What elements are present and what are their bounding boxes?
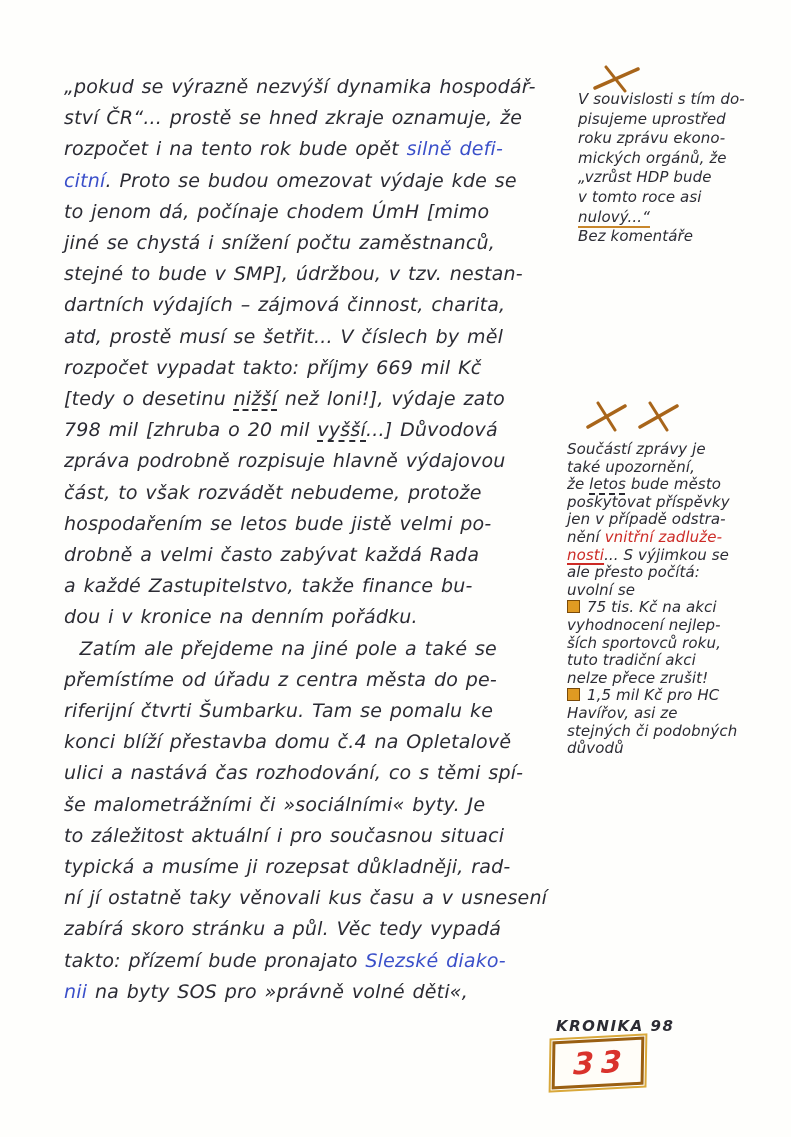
text-segment: nelze přece zrušit!: [567, 668, 709, 687]
text-line: [64, 478, 569, 509]
text-segment: poskytovat příspěvky: [567, 492, 730, 511]
text-segment: nii: [64, 980, 88, 1003]
text-segment: nulový...“: [578, 207, 651, 226]
text-segment: rozpočet i na tento rok bude opět: [64, 138, 407, 161]
text-line: [64, 259, 569, 290]
text-segment: mických orgánů, že: [578, 148, 727, 167]
text-line: [64, 852, 569, 883]
text-segment: přemístíme od úřadu z centra města do pe-: [64, 668, 497, 691]
text-line: [64, 977, 569, 1008]
text-segment: a každé Zastupitelstvo, takže finance bu-: [64, 575, 473, 598]
double-x-marks: [585, 399, 681, 437]
x-mark-icon: [585, 399, 629, 437]
text-segment: atd, prostě musí se šetřit... V číslech by měl: [64, 325, 504, 348]
text-line: [64, 103, 569, 134]
text-line: [578, 168, 783, 188]
text-line: [567, 564, 785, 582]
text-line: [578, 90, 783, 110]
text-line: [64, 509, 569, 540]
text-segment: . Proto se budou omezovat výdaje kde se: [105, 169, 517, 192]
text-segment: nižší: [233, 388, 278, 411]
text-line: [64, 197, 569, 228]
text-line: [64, 571, 569, 602]
text-segment: uvolní se: [567, 580, 636, 599]
text-segment: drobně a velmi často zabývat každá Rada: [64, 544, 480, 567]
text-line: [64, 790, 569, 821]
text-segment: důvodů: [567, 739, 624, 758]
margin-note-contributions: [567, 441, 785, 758]
text-line: [64, 883, 569, 914]
text-segment: silně defi-: [406, 138, 504, 161]
text-line: [64, 134, 569, 165]
x-mark-icon: [637, 399, 681, 437]
text-segment: ale přesto počítá:: [567, 563, 700, 582]
text-segment: letos: [589, 475, 626, 494]
text-segment: citní: [64, 169, 106, 192]
text-line: [567, 635, 785, 653]
text-line: [567, 723, 785, 741]
text-segment: vyšší: [317, 419, 366, 442]
text-segment: typická a musíme ji rozepsat důkladněji, rad-: [64, 856, 511, 879]
text-line: [567, 547, 785, 565]
text-line: [567, 494, 785, 512]
text-line: [578, 188, 783, 208]
text-segment: také upozornění,: [567, 457, 695, 476]
text-segment: ní jí ostatně taky věnovali kus času a v usnesení: [64, 887, 548, 910]
text-line: [64, 946, 569, 977]
text-line: [64, 353, 569, 384]
text-segment: ...] Důvodová: [366, 419, 498, 442]
text-segment: takto: přízemí bude pronajato: [64, 949, 366, 972]
text-segment: „pokud se výrazně nezvýší dynamika hospodář-: [64, 76, 536, 98]
text-line: [567, 617, 785, 635]
text-line: [567, 599, 785, 617]
text-line: [567, 529, 785, 547]
text-line: [64, 665, 569, 696]
text-segment: Havířov, asi ze: [567, 703, 678, 722]
margin-note-economy: [578, 90, 783, 247]
text-line: [64, 634, 569, 665]
text-line: [578, 149, 783, 169]
text-segment: Bez komentáře: [578, 227, 694, 246]
text-line: [64, 914, 569, 945]
text-segment: Zatím ale přejdeme na jiné pole a také se: [64, 637, 497, 660]
text-segment: že: [567, 475, 590, 494]
text-segment: na byty SOS pro »právně volné děti«,: [87, 980, 468, 1003]
text-line: [64, 696, 569, 727]
text-segment: vyhodnocení nejlep-: [567, 615, 721, 634]
text-segment: [tedy o desetinu: [64, 388, 234, 411]
text-line: [64, 446, 569, 477]
text-segment: rozpočet vypadat takto: příjmy 669 mil Kč: [64, 356, 482, 379]
text-line: [578, 129, 783, 149]
text-segment: ství ČR“... prostě se hned zkraje oznamuje, že: [64, 107, 523, 130]
text-segment: nění: [567, 527, 605, 546]
page-number: 33: [572, 1043, 630, 1082]
text-segment: zpráva podrobně rozpisuje hlavně výdajovou: [64, 450, 506, 473]
text-segment: ších sportovců roku,: [567, 633, 721, 652]
text-segment: riferijní čtvrti Šumbarku. Tam se pomalu ke: [64, 700, 494, 723]
text-line: [567, 652, 785, 670]
bullet-square-icon: [567, 600, 580, 613]
text-line: [64, 72, 569, 103]
text-segment: nosti: [567, 545, 605, 564]
text-segment: hospodařením se letos bude jistě velmi po-: [64, 512, 492, 535]
text-segment: pisujeme uprostřed: [578, 109, 726, 128]
text-segment: Součástí zprávy je: [567, 440, 706, 458]
text-line: [64, 384, 569, 415]
text-line: [64, 290, 569, 321]
text-segment: tuto tradiční akci: [567, 651, 696, 670]
text-line: [64, 415, 569, 446]
text-segment: 798 mil [zhruba o 20 mil: [64, 419, 318, 442]
text-segment: Slezské diako-: [365, 949, 506, 972]
text-segment: stejné to bude v SMP], údržbou, v tzv. nestan-: [64, 263, 523, 286]
text-line: [578, 110, 783, 130]
text-segment: stejných či podobných: [567, 721, 738, 740]
text-segment: v tomto roce asi: [578, 187, 702, 206]
text-line: [567, 459, 785, 477]
text-line: [567, 441, 785, 459]
bullet-square-icon: [567, 688, 580, 701]
text-segment: „vzrůst HDP bude: [578, 168, 712, 187]
main-text-block: [64, 72, 569, 1008]
text-segment: V souvislosti s tím do-: [578, 90, 745, 108]
text-segment: še malometrážními či »sociálními« byty. Je: [64, 793, 486, 816]
text-segment: to záležitost aktuální i pro současnou situaci: [64, 824, 505, 847]
text-segment: vnitřní zadluže-: [604, 527, 723, 546]
text-line: [64, 602, 569, 633]
text-line: [567, 511, 785, 529]
text-line: [64, 821, 569, 852]
text-line: [64, 727, 569, 758]
text-line: [64, 540, 569, 571]
text-line: [567, 476, 785, 494]
text-segment: jiné se chystá i snížení počtu zaměstnanců,: [64, 232, 495, 255]
text-segment: bude město: [625, 475, 722, 494]
text-line: [64, 166, 569, 197]
text-segment: jen v případě odstra-: [567, 510, 726, 529]
text-segment: část, to však rozvádět nebudeme, protože: [64, 481, 482, 504]
text-segment: roku zprávu ekono-: [578, 129, 726, 148]
kronika-label: KRONIKA 98: [556, 1017, 675, 1035]
text-segment: 1,5 mil Kč pro HC: [587, 686, 720, 705]
text-segment: zabírá skoro stránku a půl. Věc tedy vypadá: [64, 918, 502, 941]
text-line: [64, 322, 569, 353]
text-line: [567, 705, 785, 723]
text-segment: ... S výjimkou se: [604, 545, 730, 564]
text-segment: ulici a nastává čas rozhodování, co s těmi spí-: [64, 762, 524, 785]
text-line: [64, 228, 569, 259]
text-segment: to jenom dá, počínaje chodem ÚmH [mimo: [64, 200, 490, 223]
text-line: [567, 687, 785, 705]
text-segment: konci blíží přestavba domu č.4 na Opletalově: [64, 731, 512, 754]
text-segment: než loni!], výdaje zato: [277, 388, 505, 411]
text-line: [578, 227, 783, 247]
text-line: [578, 208, 783, 228]
text-segment: dou i v kronice na denním pořádku.: [64, 606, 418, 629]
text-line: [567, 670, 785, 688]
text-line: [567, 582, 785, 600]
text-line: [64, 758, 569, 789]
text-segment: dartních výdajích – zájmová činnost, charita,: [64, 294, 506, 317]
text-segment: 75 tis. Kč na akci: [587, 598, 717, 617]
page-number-box: [552, 1037, 645, 1090]
text-line: [567, 740, 785, 758]
